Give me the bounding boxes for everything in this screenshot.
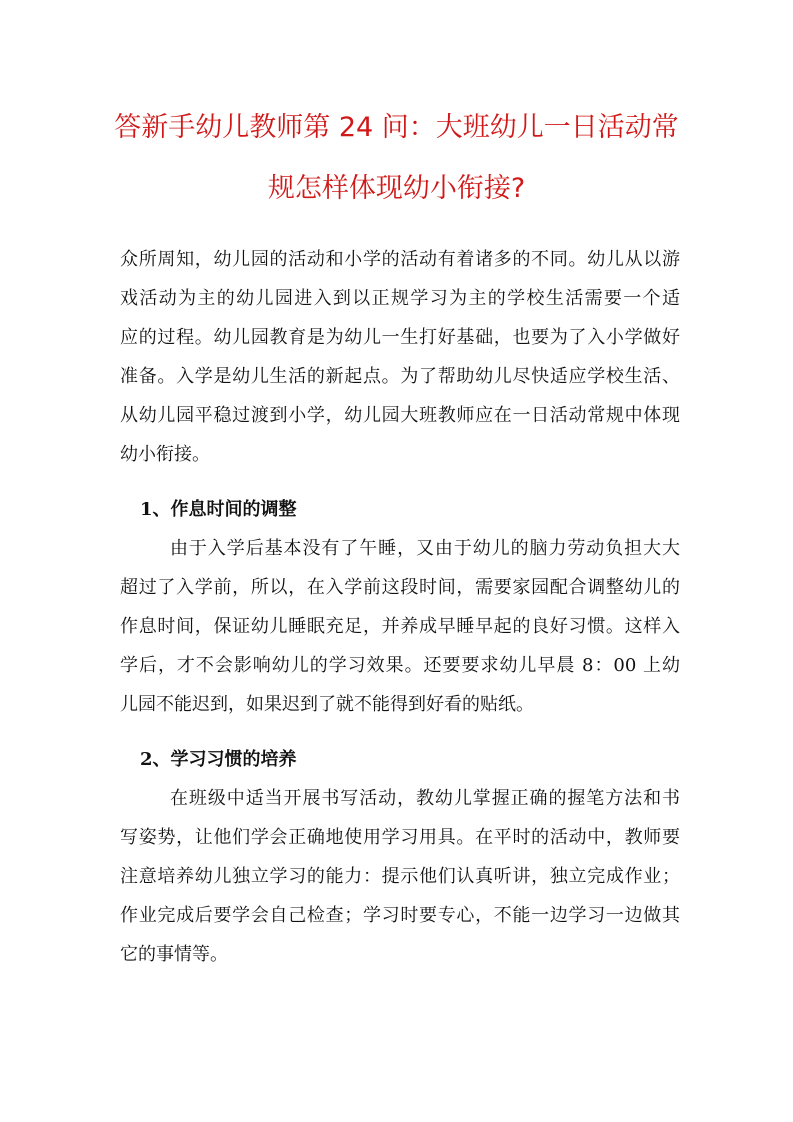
section-1-line: 超过了入学前，所以，在入学前这段时间，需要家园配合调整幼儿的 bbox=[120, 577, 680, 598]
section-2-line: 作业完成后要学会自己检查；学习时要专心，不能一边学习一边做其 bbox=[120, 905, 680, 926]
intro-line: 准备。入学是幼儿生活的新起点。为了帮助幼儿尽快适应学校生活、 bbox=[120, 366, 680, 387]
section-2-line: 它的事情等。 bbox=[120, 944, 228, 965]
intro-line: 幼小衔接。 bbox=[120, 444, 210, 465]
intro-line: 戏活动为主的幼儿园进入到以正规学习为主的学校生活需要一个适 bbox=[120, 288, 680, 309]
intro-line: 应的过程。幼儿园教育是为幼儿一生打好基础，也要为了入小学做好 bbox=[120, 327, 680, 348]
section-1-line: 学后，才不会影响幼儿的学习效果。还要要求幼儿早晨 8：00 上幼 bbox=[120, 655, 681, 676]
section-2-line: 写姿势，让他们学会正确地使用学习用具。在平时的活动中，教师要 bbox=[120, 827, 680, 848]
document-title-line-2: 规怎样体现幼小衔接? bbox=[267, 173, 526, 204]
section-1-line: 儿园不能迟到，如果迟到了就不能得到好看的贴纸。 bbox=[120, 694, 534, 715]
intro-line: 从幼儿园平稳过渡到小学，幼儿园大班教师应在一日活动常规中体现 bbox=[120, 405, 680, 426]
section-1-heading: 1、作息时间的调整 bbox=[140, 499, 297, 520]
section-1-line: 由于入学后基本没有了午睡，又由于幼儿的脑力劳动负担大大 bbox=[170, 538, 680, 559]
intro-line: 众所周知，幼儿园的活动和小学的活动有着诸多的不同。幼儿从以游 bbox=[120, 249, 680, 270]
document-title-line-1: 答新手幼儿教师第 24 问：大班幼儿一日活动常 bbox=[114, 112, 679, 143]
section-1-line: 作息时间，保证幼儿睡眠充足，并养成早睡早起的良好习惯。这样入 bbox=[120, 616, 680, 637]
section-2-line: 在班级中适当开展书写活动，教幼儿掌握正确的握笔方法和书 bbox=[170, 788, 680, 809]
section-2-heading: 2、学习习惯的培养 bbox=[140, 749, 297, 770]
section-2-line: 注意培养幼儿独立学习的能力：提示他们认真听讲，独立完成作业； bbox=[120, 866, 680, 887]
